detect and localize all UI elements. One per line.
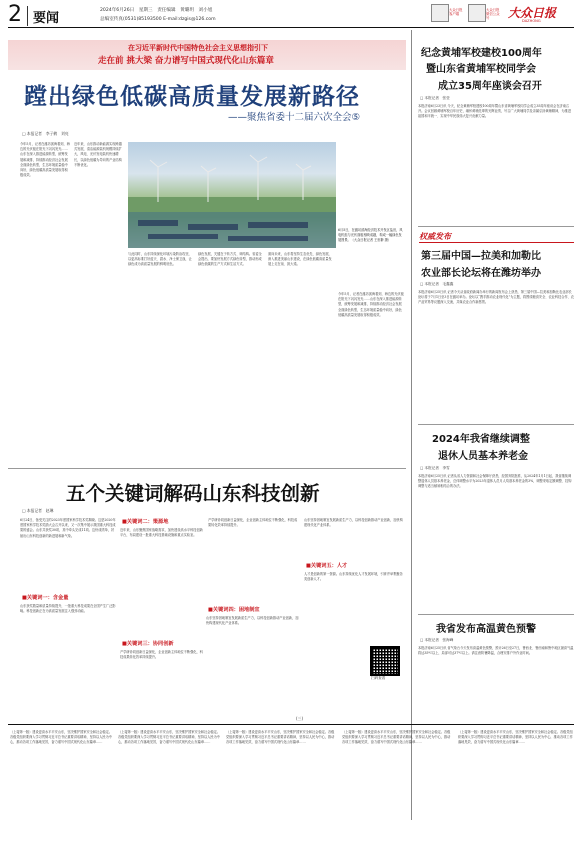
second-article-intro: 6月24日，备受关注的2023年度国家科学技术奖揭晓。这是2020年度国家科学技术奖励大会召开以来，又一次集中展示我国重大科技成果的盛会。山东共获奖30项，其中牵头完成11项。这份成绩单，折射出山东科技创新的新进展和新气象。 [20,518,116,538]
qr-label: 扫码查看 [371,676,386,680]
masthead-divider [27,6,28,26]
right-article-2-body: 本报济南6月25日讯 记者今天从省政府新闻办举行的新闻发布会上获悉，第三届中国—拉美和加勒比农业部长论坛将于7月1日至3日在潍坊举办。论坛以“携手推动农业现代化”为主题，将围绕粮食安全、农业科技合作、农产品贸易等议题深入交流，共谋农业合作新愿景。 [418,290,574,305]
lead-article-title: 蹚出绿色低碳高质量发展新路径 [24,84,360,110]
date-line: 2024年6月26日 星期三 责任编辑 黄璐玥 刘小旭 [100,8,213,13]
banner-line-1: 在习近平新时代中国特色社会主义思想指引下 [128,44,268,52]
footer-col-4: （上接第一版）建设更高水平平安山东，坚决维护国家安全和社会稳定。各级党组织要深入学习贯彻习近平总书记重要讲话精神，坚持以人民为中心，推动各项工作落地见效，奋力谱写中国式现代化山东篇章…… [342,730,451,745]
lead-article-col-3: 与此同时，山东持续深化环境污染防治攻坚，以更高标准打好蓝天、碧水、净土保卫战，让绿色成为高质量发展的鲜明底色。 [128,252,192,267]
right-article-4-body: 本报济南6月25日讯 省气象台今天发布高温黄色预警，预计26日至27日，鲁西北、鲁西南和鲁中地区最高气温将达35℃以上，局部可达37℃以上。请注意防暑降温，合理安排户外作业时间。 [418,646,574,656]
newspaper-logo-sub: DAZHONG [522,19,541,23]
lead-article-col-2: 近年来，山东推动新能源实现跨越式发展，清洁能源装机规模持续扩大，风电、光伏发电装机快速增长，以绿色低碳为导向的产业结构不断优化。 [74,142,122,167]
keyword-1-heading: ■关键词一：含金量 [22,595,69,601]
lead-photo-caption: 6月5日，在潍坊滨海经济技术开发区盐田，风电机组与光伏面板相映成趣，构成一幅绿色发展图景。（大众日报记者 王世翀 摄） [338,228,403,243]
right-rule-2 [418,424,574,425]
footer-col-1: （上接第一版）建设更高水平平安山东，坚决维护国家安全和社会稳定。各级党组织要深入学习贯彻习近平总书记重要讲话精神，坚持以人民为中心，推动各项工作落地见效，奋力谱写中国式现代化山东篇章…… [10,730,112,745]
second-article-title: 五个关键词解码山东科技创新 [66,482,320,505]
lead-article-subtitle: ——聚焦省委十二届六次全会⑤ [228,112,361,123]
right-article-1-body: 本报济南6月23日讯 今天，纪念黄埔军校建校100周年暨山东省黄埔军校同学会成立35周年座谈会在济南召开。会议回顾黄埔军校百年历史，缅怀黄埔先辈的光辉业绩，号召广大黄埔同学及亲属弘扬黄埔精神，为推进祖国和平统一、实现中华民族伟大复兴贡献力量。 [418,104,571,119]
page-mark: (三) [296,716,304,721]
section-rule-1 [8,468,406,469]
lead-article-byline: □ 本报记者 李子鹤 刘亮 [22,131,69,136]
keyword-2-heading: ■关键词二：策源地 [122,519,169,525]
right-article-1-title-3: 成立35周年座谈会召开 [438,81,542,92]
keyword-4-body: 山东坚持因地制宜发展新质生产力，以科技创新推动产业创新，加快构建现代化产业体系。 [206,616,299,626]
client-qr-badge[interactable] [431,4,449,22]
lead-article-col-1: 今年5月，记者在潍坊滨海看到，海边的光伏板在阳光下闪闪发光……山东在深入推进能源转型，统筹发展和减排，持续推动经济社会发展全面绿色转型，生态环境质量稳中向好，绿色低碳高质量发展取得积极成效。 [20,142,70,178]
lead-article-col-4: 绿色发展，关键在于转方式、调结构。省委全会提出，要加快发展方式绿色转型，推动形成绿色低碳的生产方式和生活方式。 [198,252,262,267]
right-article-1-byline: □ 本报记者 张莹 [420,96,450,100]
keyword-2-body: 近年来，山东聚焦国家战略需求，加快建设高水平科技创新平台，布局建设一批重大科技基础设施和重点实验室。 [120,528,203,538]
authority-release-tag: 权威发布 [419,232,451,241]
right-article-4-byline: □ 本报记者 张海峰 [420,638,454,642]
lead-article-col-6: 今年5月，记者在潍坊滨海看到，海边的光伏板在阳光下闪闪发光……山东在深入推进能源转型，统筹发展和减排，持续推动经济社会发展全面绿色转型，生态环境质量稳中向好，绿色低碳高质量发展取得积极成效。 [338,292,404,317]
right-article-3-body: 本报济南6月25日讯 记者从省人力资源和社会保障厅获悉，经国务院批准，从2024年1月1日起，我省继续调整退休人员基本养老金，总体调整水平为2023年退休人员月人均基本养老金的3%，调整采取定额调整、挂钩调整与适当倾斜相结合的办法。 [418,474,572,489]
right-article-3-title-1: 2024年我省继续调整 [432,434,530,445]
right-article-1-title-2: 暨山东省黄埔军校同学会 [426,64,536,75]
second-article-col-4: 山东坚持因地制宜发展新质生产力，以科技创新推动产业创新，加快构建现代化产业体系。 [304,518,403,528]
masthead-rule [8,27,574,28]
footer-col-5: （上接第一版）建设更高水平平安山东，坚决维护国家安全和社会稳定。各级党组织要深入学习贯彻习近平总书记重要讲话精神，坚持以人民为中心，推动各项工作落地见效，奋力谱写中国式现代化山东篇章…… [458,730,573,745]
right-article-2-byline: □ 本报记者 毛鑫鑫 [420,282,454,286]
right-article-3-byline: □ 本报记者 李雪 [420,466,450,470]
footer-rule [8,724,574,725]
column-divider [411,30,412,820]
lead-article-col-5: 面向未来，山东将坚持生态优先、绿色发展，深入推进美丽山东建设，在绿色低碳高质量发展上走在前、挑大梁。 [268,252,332,267]
keyword-1-body: 山东获奖数量和质量持续提升，一批重大科技成果在全国产生广泛影响。科技创新正在为高质量发展注入强劲动能。 [20,604,116,614]
page-number: 2 [8,2,22,27]
lead-photo-wind-solar [128,142,336,248]
right-article-2-title-2: 农业部长论坛将在潍坊举办 [421,268,541,279]
footer-col-2: （上接第一版）建设更高水平平安山东，坚决维护国家安全和社会稳定。各级党组织要深入学习贯彻习近平总书记重要讲话精神，坚持以人民为中心，推动各项工作落地见效，奋力谱写中国式现代化山东篇章…… [118,730,220,745]
banner-line-2: 走在前 挑大梁 奋力谱写中国式现代化山东篇章 [98,56,274,66]
right-article-4-title: 我省发布高温黄色预警 [436,624,536,635]
second-article-col-3: 产学研协同创新日益深化，企业创新主体地位不断强化，科技成果转化效率持续提升。 [208,518,298,528]
right-rule-3 [418,614,574,615]
keyword-5-body: 人才是创新的第一资源。山东持续优化人才发展环境，引育并举集聚各类创新人才。 [304,572,403,582]
footer-col-3: （上接第一版）建设更高水平平安山东，坚决维护国家安全和社会稳定。各级党组织要深入学习贯彻习近平总书记重要讲话精神，坚持以人民为中心，推动各项工作落地见效，奋力谱写中国式现代化山东篇章…… [226,730,335,745]
qr-code[interactable] [370,646,400,676]
wechat-badge-label: 大众日报 微信公众号 [486,8,500,20]
right-article-3-title-2: 退休人员基本养老金 [438,451,528,462]
keyword-4-heading: ■关键词四：困地制宜 [208,607,260,613]
newspaper-logo: 大众日报 [508,6,557,20]
right-article-2-title-1: 第三届中国—拉美和加勒比 [421,251,541,262]
keyword-3-body: 产学研协同创新日益深化，企业创新主体地位不断强化，科技成果转化效率持续提升。 [120,650,203,660]
section-name: 要闻 [33,11,60,26]
keyword-5-heading: ■关键词五：人才 [306,563,348,569]
right-article-1-title-1: 纪念黄埔军校建校100周年 [421,48,542,59]
keyword-3-heading: ■关键词三：协同创新 [122,641,174,647]
tag-underline [419,242,574,243]
client-badge-label: 大众日报 客户端 [449,8,463,16]
second-article-byline: □ 本报记者 赵琳 [22,508,54,513]
phone-line: 总编室传真(0531)85193500 E-mail:dzgis@126.com [100,17,216,22]
wechat-qr-badge[interactable] [468,4,486,22]
right-rule-1 [418,226,574,227]
